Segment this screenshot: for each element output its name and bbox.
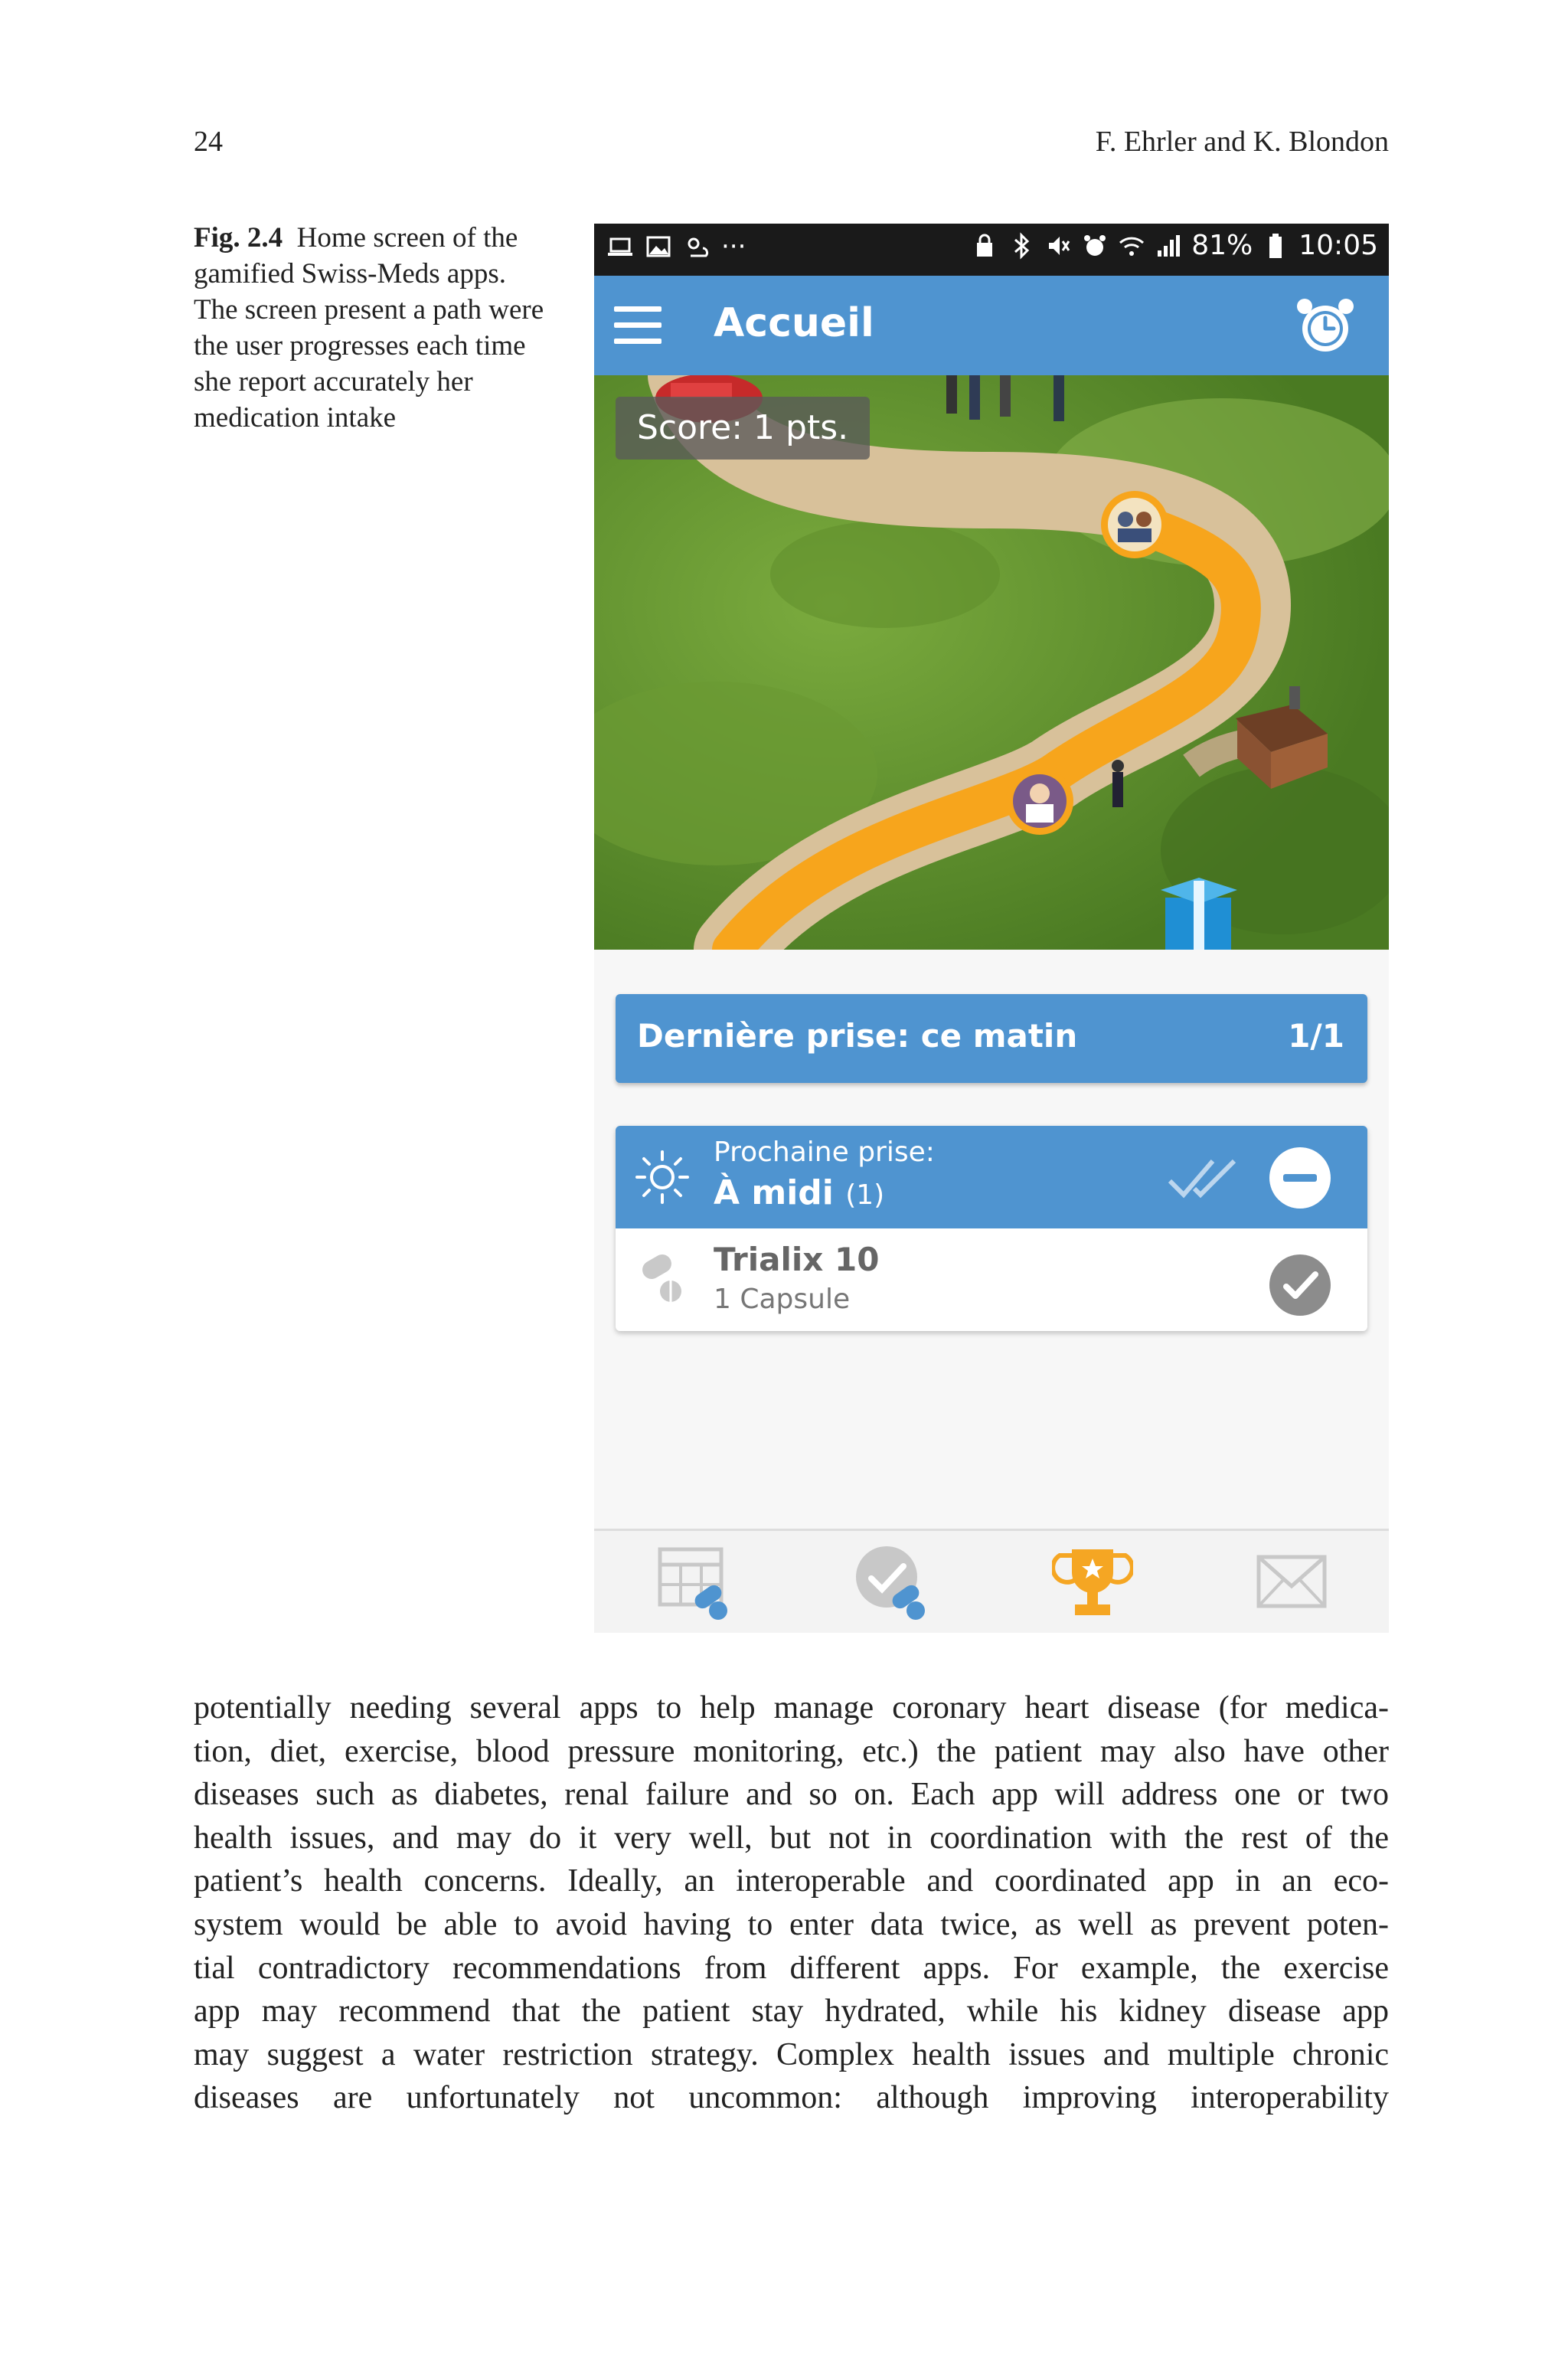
check-pill-icon[interactable] — [851, 1542, 933, 1623]
figure-caption — [194, 220, 554, 436]
more-notifications: ··· — [721, 231, 746, 262]
battery-percent: 81% — [1191, 230, 1253, 261]
last-dose-banner[interactable] — [616, 994, 1367, 1083]
lock-rotation-icon — [971, 232, 998, 260]
body-line: system would be able to avoid having to enter data twice, as well as prevent poten- — [194, 1906, 1389, 1942]
next-dose-count: (1) — [845, 1179, 885, 1211]
medication-dose: 1 Capsule — [714, 1284, 851, 1315]
body-line: diseases are unfortunately not uncommon: although improving interoperability — [194, 2080, 1389, 2116]
signal-icon — [1155, 232, 1182, 260]
figure-caption-text: Home screen of the gamified Swiss-Meds apps. The screen present a path were the user progresses each time she report accurately her medication intake — [194, 222, 544, 433]
walking-person-icon — [1112, 760, 1124, 807]
running-head-authors: F. Ehrler and K. Blondon — [1095, 126, 1389, 158]
body-line: potentially needing several apps to help manage coronary heart disease (for medica- — [194, 1690, 1389, 1725]
mute-icon — [1044, 232, 1072, 260]
hamburger-menu-icon[interactable] — [614, 306, 662, 345]
next-dose-header — [616, 1126, 1367, 1228]
alarm-clock-icon[interactable] — [1292, 293, 1358, 358]
double-check-icon[interactable] — [1167, 1153, 1240, 1204]
milestone-doctors-icon — [1101, 491, 1168, 558]
figure-label: Fig. 2.4 — [194, 222, 283, 254]
next-dose-label: Prochaine prise: — [714, 1137, 935, 1168]
calendar-pill-icon[interactable] — [654, 1542, 735, 1623]
next-dose-card — [616, 1126, 1367, 1331]
body-line: patient’s health concerns. Ideally, an interoperable and coordinated app in an eco- — [194, 1863, 1389, 1899]
weather-icon — [683, 233, 710, 260]
body-line: health issues, and may do it very well, but not in coordination with the rest of the — [194, 1820, 1389, 1856]
trophy-icon[interactable] — [1052, 1542, 1133, 1623]
body-line: diseases such as diabetes, renal failure and so on. Each app will address one or two — [194, 1777, 1389, 1813]
bluetooth-icon — [1008, 232, 1035, 260]
alarm-status-icon — [1081, 232, 1109, 260]
status-time: 10:05 — [1298, 230, 1378, 261]
next-dose-time — [714, 1173, 884, 1212]
status-bar — [594, 224, 1389, 276]
laptop-icon — [606, 233, 634, 260]
last-dose-label: Dernière prise: ce matin — [637, 1017, 1078, 1055]
body-line: may suggest a water restriction strategy. Complex health issues and multiple chronic — [194, 2036, 1389, 2072]
body-text — [194, 1686, 1389, 2120]
sun-icon — [634, 1149, 691, 1205]
game-map — [594, 375, 1389, 950]
body-line: app may recommend that the patient stay hydrated, while his kidney disease app — [194, 1994, 1389, 2030]
score-badge: Score: 1 pts. — [616, 397, 870, 460]
phone-screenshot — [594, 224, 1389, 1633]
gift-box-icon — [1161, 878, 1237, 950]
last-dose-count: 1/1 — [1288, 1017, 1344, 1055]
mail-icon[interactable] — [1251, 1542, 1332, 1623]
app-title: Accueil — [714, 300, 874, 346]
confirm-dose-button[interactable] — [1268, 1253, 1332, 1317]
next-dose-time-text: À midi — [714, 1173, 834, 1212]
medication-name: Trialix 10 — [714, 1241, 880, 1278]
bottom-navigation — [594, 1529, 1389, 1633]
body-line: tial contradictory recommendations from different apps. For example, the exercise — [194, 1950, 1389, 1986]
page-number: 24 — [194, 126, 223, 158]
milestone-doctor-icon — [1006, 767, 1073, 835]
wifi-icon — [1118, 232, 1145, 260]
image-icon — [645, 233, 672, 260]
pill-icon — [637, 1248, 688, 1308]
skip-dose-button[interactable] — [1268, 1146, 1332, 1210]
body-line: tion, diet, exercise, blood pressure monitoring, etc.) the patient may also have other — [194, 1733, 1389, 1769]
battery-icon — [1262, 232, 1289, 260]
app-bar — [594, 276, 1389, 375]
